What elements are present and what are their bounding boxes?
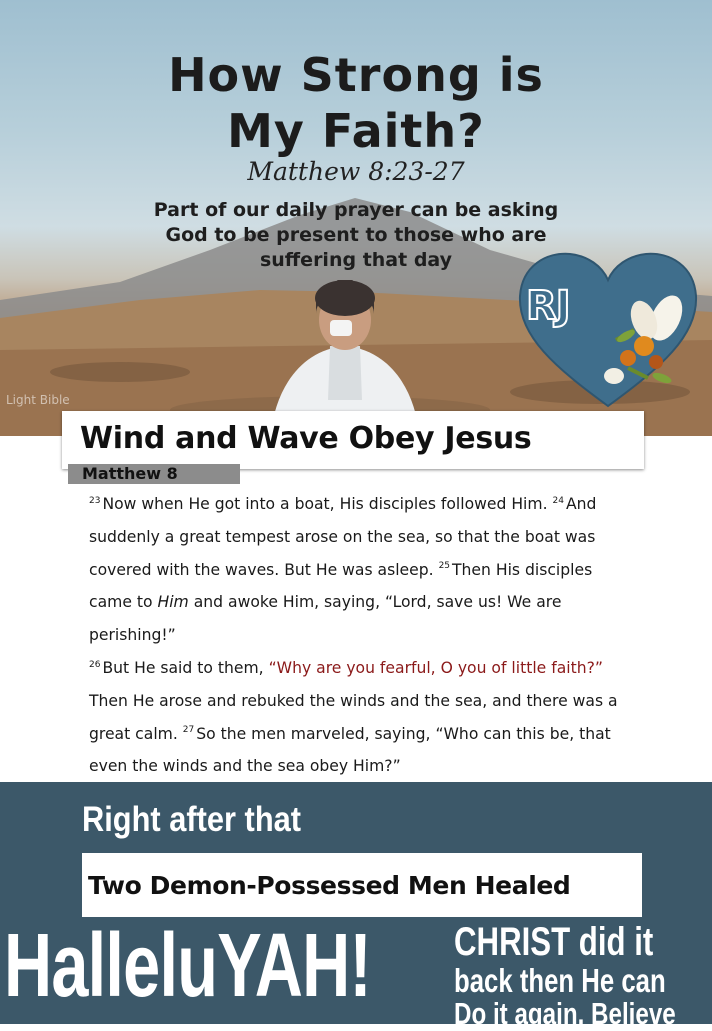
verse-paragraph-1 bbox=[75, 488, 635, 652]
next-passage-title: Two Demon-Possessed Men Healed bbox=[88, 871, 571, 900]
hero-subtitle-line2: God to be present to those who are bbox=[165, 224, 547, 246]
closing-line3: Do it again. Believe bbox=[454, 996, 676, 1031]
hero-title-line2: My Faith? bbox=[227, 104, 485, 158]
scripture-text bbox=[75, 488, 635, 783]
hero-subtitle-line1: Part of our daily prayer can be asking bbox=[153, 199, 559, 221]
hero-title-line1: How Strong is bbox=[168, 48, 544, 102]
closing-line1: CHRIST did it bbox=[454, 920, 654, 964]
verse-number: 26 bbox=[89, 659, 101, 670]
hero-subtitle-line3: suffering that day bbox=[259, 249, 453, 271]
verse-text: So the men marveled, saying, “Who can this be, that even the winds and the sea obey Him?” bbox=[89, 724, 611, 776]
verse-paragraph-2 bbox=[75, 652, 635, 783]
verse-italic: Him bbox=[157, 593, 189, 612]
hero-reference: Matthew 8:23-27 bbox=[247, 157, 465, 186]
verse-number: 24 bbox=[552, 495, 564, 506]
verse-text: Then He arose and rebuked the winds and the sea, and there was a great calm. bbox=[89, 691, 618, 743]
halleluyah-text: HalleluYAH! bbox=[4, 916, 371, 1016]
chapter-tag: Matthew 8 bbox=[68, 464, 240, 484]
passage-heading: Wind and Wave Obey Jesus bbox=[80, 421, 532, 456]
verse-number: 25 bbox=[438, 561, 451, 572]
verse-text: Then His disciples came to bbox=[89, 560, 593, 612]
closing-line2: back then He can bbox=[454, 962, 666, 999]
verse-text: And suddenly a great tempest arose on the sea, so that the boat was covered with the waves. But He was asleep. bbox=[89, 495, 597, 579]
verse-number: 27 bbox=[182, 725, 195, 736]
right-after-heading: Right after that bbox=[82, 800, 302, 839]
heart-badge-icon bbox=[516, 250, 700, 408]
verse-number: 23 bbox=[89, 495, 101, 506]
verse-text: But He said to them, bbox=[102, 658, 264, 677]
verse-text: Now when He got into a boat, His disciples followed Him. bbox=[102, 495, 548, 513]
badge-monogram: RJ bbox=[526, 283, 570, 329]
watermark: Light Bible bbox=[6, 393, 70, 407]
closing-message bbox=[454, 920, 712, 1030]
verse-text: and awoke Him, saying, “Lord, save us! We are perishing!” bbox=[89, 593, 562, 645]
red-letter-quote: “Why are you fearful, O you of little faith?” bbox=[268, 658, 603, 677]
hero-banner bbox=[0, 0, 712, 436]
